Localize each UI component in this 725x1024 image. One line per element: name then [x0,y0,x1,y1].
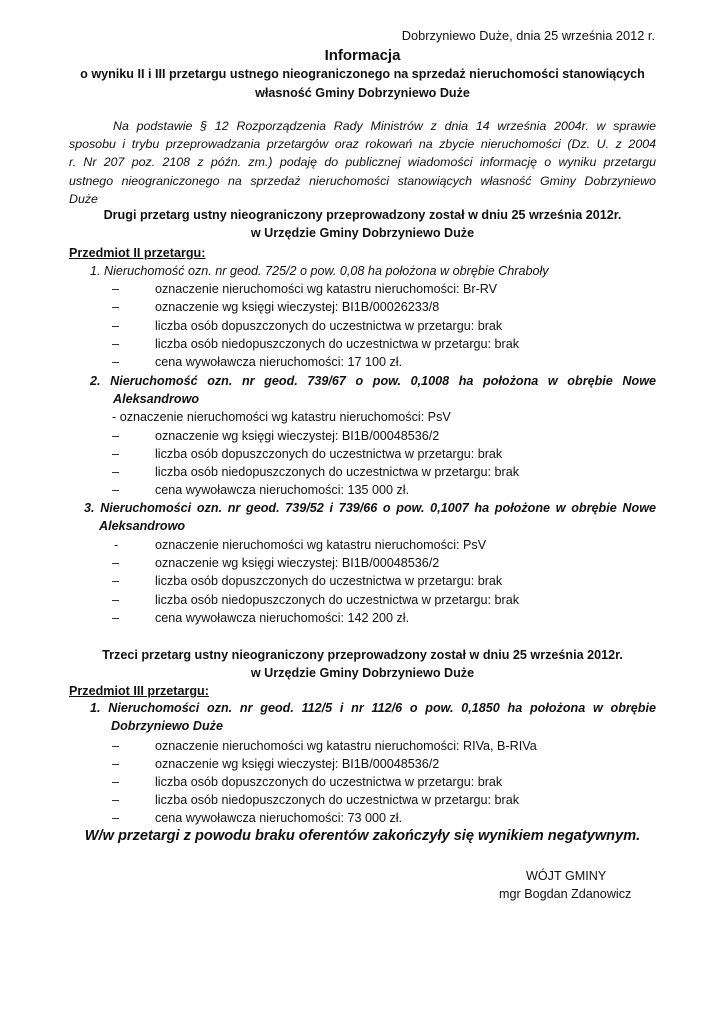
dash-marker: – [112,593,120,607]
dash-marker: – [112,447,120,461]
list-item: - oznaczenie nieruchomości wg katastru nieruchomości: PsV [112,410,451,424]
intro-line: r. Nr 207 poz. 2108 z późn. zm.) podaję do publicznej wiadomości informację o wyniku przetargu [69,155,656,170]
list-item: liczba osób niedopuszczonych do uczestnictwa w przetargu: brak [155,593,520,607]
dash-marker: – [112,355,120,369]
list-item: oznaczenie nieruchomości wg katastru nieruchomości: RIVa, B-RIVa [155,739,537,753]
intro-line: Duże [69,191,98,206]
item-heading [90,699,656,735]
intro-line: Na podstawie § 12 Rozporządzenia Rady Ministrów z dnia 14 września 2004r. w sprawie [113,119,656,133]
item-heading [90,372,656,408]
item-heading: 1. Nieruchomość ozn. nr geod. 725/2 o pow. 0,08 ha położona w obrębie Chraboły [90,264,549,278]
list-item: oznaczenie wg księgi wieczystej: BI1B/00048536/2 [155,556,440,570]
dash-marker: – [112,811,120,825]
dash-marker: – [112,757,120,771]
list-item: liczba osób niedopuszczonych do uczestnictwa w przetargu: brak [155,465,520,479]
list-item: oznaczenie nieruchomości wg katastru nieruchomości: Br-RV [155,282,498,296]
section2-heading [60,206,665,242]
document-subtitle [60,65,665,102]
item-heading-line: 3. Nieruchomości ozn. nr geod. 739/52 i 739/66 o pow. 0,1007 ha położone w obrębie Nowe [84,501,656,515]
list-item: liczba osób dopuszczonych do uczestnictwa w przetargu: brak [155,574,503,588]
signature-role: WÓJT GMINY [526,869,607,883]
item-heading [84,499,656,535]
list-item: cena wywoławcza nieruchomości: 135 000 zł. [155,483,410,497]
dash-marker: – [112,319,120,333]
dash-marker: – [112,739,120,753]
section2-heading-line: w Urzędzie Gminy Dobrzyniewo Duże [250,226,475,241]
intro-line: sposobu i trybu przeprowadzania przetargów oraz rokowań na zbycie nieruchomości (Dz. U. z 2004 [69,137,656,152]
section3-heading-line: w Urzędzie Gminy Dobrzyniewo Duże [250,666,475,681]
item-heading-line: Dobrzyniewo Duże [111,719,223,734]
intro-paragraph [69,117,656,208]
list-item: oznaczenie wg księgi wieczystej: BI1B/00026233/8 [155,300,440,314]
list-item: liczba osób niedopuszczonych do uczestnictwa w przetargu: brak [155,793,520,807]
list-item: cena wywoławcza nieruchomości: 73 000 zł. [155,811,403,825]
section3-heading [60,646,665,682]
list-item: liczba osób dopuszczonych do uczestnictwa w przetargu: brak [155,319,503,333]
dash-marker: – [112,465,120,479]
dash-marker: – [112,429,120,443]
signature-name: mgr Bogdan Zdanowicz [499,887,632,901]
list-item: liczba osób dopuszczonych do uczestnictwa w przetargu: brak [155,775,503,789]
dash-marker: – [112,337,120,351]
list-item: liczba osób dopuszczonych do uczestnictwa w przetargu: brak [155,447,503,461]
section3-subject: Przedmiot III przetargu: [69,684,209,698]
dash-marker: – [112,775,120,789]
subtitle-line: o wyniku II i III przetargu ustnego nieograniczonego na sprzedaż nieruchomości stanowiących [80,67,645,81]
dash-marker: – [112,282,120,296]
dash-marker: – [112,574,120,588]
subtitle-line: własność Gminy Dobrzyniewo Duże [255,85,470,100]
document-title: Informacja [324,47,401,64]
date-line: Dobrzyniewo Duże, dnia 25 września 2012 r. [401,28,655,43]
dash-marker: – [112,300,120,314]
list-item: liczba osób niedopuszczonych do uczestnictwa w przetargu: brak [155,337,520,351]
dash-marker: – [112,556,120,570]
section3-heading-line: Trzeci przetarg ustny nieograniczony przeprowadzony został w dniu 25 września 2012r. [102,648,623,662]
list-item: oznaczenie wg księgi wieczystej: BI1B/00048536/2 [155,429,440,443]
dash-marker: - [114,538,119,552]
list-item: cena wywoławcza nieruchomości: 142 200 zł. [155,611,410,625]
list-item: oznaczenie wg księgi wieczystej: BI1B/00048536/2 [155,757,440,771]
dash-marker: – [112,793,120,807]
item-heading-line: 2. Nieruchomość ozn. nr geod. 739/67 o pow. 0,1008 ha położona w obrębie Nowe [90,374,656,388]
dash-marker: – [112,611,120,625]
list-item: cena wywoławcza nieruchomości: 17 100 zł. [155,355,403,369]
list-item: oznaczenie nieruchomości wg katastru nieruchomości: PsV [155,538,487,552]
closing-statement: W/w przetargi z powodu braku oferentów zakończyły się wynikiem negatywnym. [84,828,641,844]
intro-line: ustnego nieograniczonego na sprzedaż nieruchomości stanowiących własność Gminy Dobrzyniewo [69,173,656,188]
item-heading-line: Aleksandrowo [113,392,200,407]
dash-marker: – [112,483,120,497]
section2-subject: Przedmiot II przetargu: [69,246,206,260]
section2-heading-line: Drugi przetarg ustny nieograniczony przeprowadzony został w dniu 25 września 2012r. [103,208,622,222]
item-heading-line: Aleksandrowo [99,519,186,534]
item-heading-line: 1. Nieruchomości ozn. nr geod. 112/5 i nr 112/6 o pow. 0,1850 ha położona w obrębie [90,701,656,715]
